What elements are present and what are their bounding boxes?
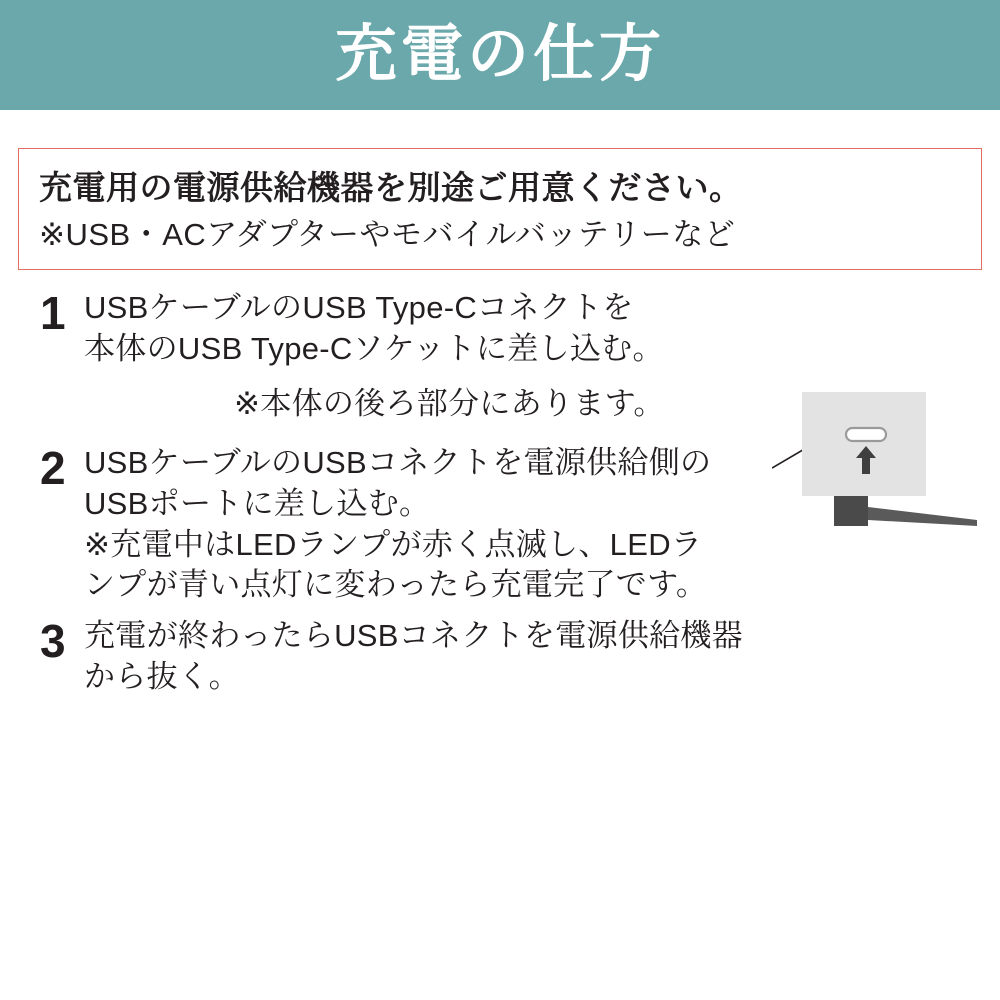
page-title: 充電の仕方 — [334, 20, 665, 89]
step-body-3 — [84, 616, 982, 698]
device-panel — [802, 392, 926, 496]
notice-headline: 充電用の電源供給機器を別途ご用意ください。 — [39, 169, 743, 206]
usb-type-c-socket-illustration — [772, 392, 982, 552]
notice-subtext: ※USB・ACアダプターやモバイルバッテリーなど — [39, 217, 736, 253]
usb-cable — [868, 507, 977, 526]
usb-plug — [834, 496, 868, 526]
step-note-1: ※本体の後ろ部分にあります。 — [234, 385, 665, 421]
step-line: から抜く。 — [84, 659, 240, 695]
page-header — [0, 0, 1000, 110]
step-item-3 — [40, 616, 982, 698]
step-line: USBケーブルのUSB Type-Cコネクトを — [84, 290, 634, 325]
step-number-1: 1 — [40, 287, 66, 339]
step-line: ンプが青い点灯に変わったら充電完了です。 — [84, 567, 708, 603]
type-c-socket — [846, 428, 886, 441]
step-line: USBケーブルのUSBコネクトを電源供給側の — [84, 444, 712, 480]
step-line: USBポートに差し込む。 — [84, 485, 431, 521]
step-line: ※充電中はLEDランプが赤く点滅し、LEDラ — [84, 526, 703, 562]
step-line: 本体のUSB Type-Cソケットに差し込む。 — [84, 330, 664, 366]
step-line: 充電が終わったらUSBコネクトを電源供給機器 — [84, 618, 744, 654]
step-number-3: 3 — [40, 615, 66, 668]
step-number-2: 2 — [40, 441, 66, 494]
notice-box — [18, 148, 982, 270]
